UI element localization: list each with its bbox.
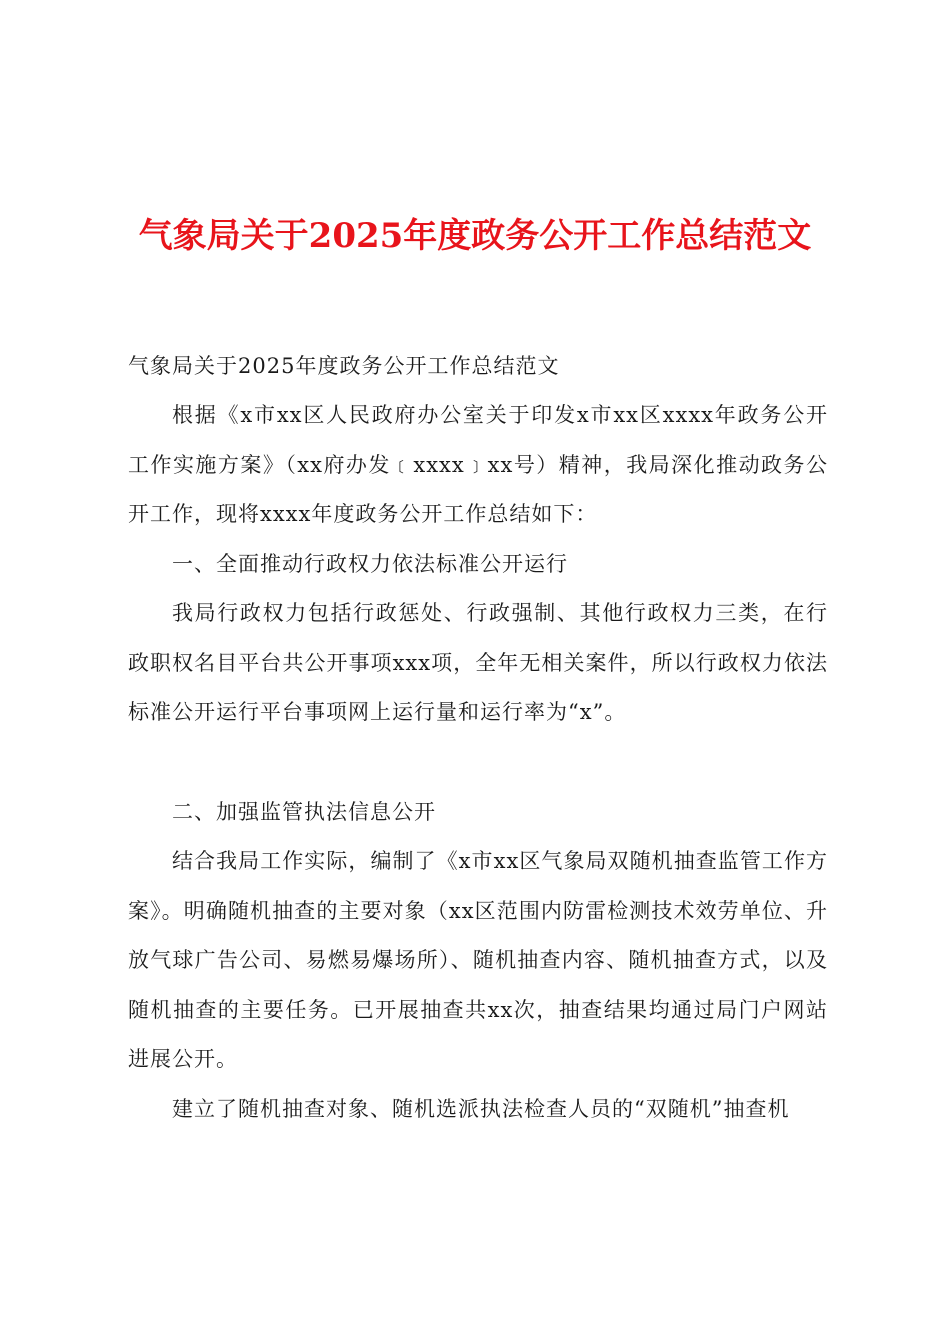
document-subtitle: 气象局关于2025年度政务公开工作总结范文: [128, 354, 560, 378]
paragraph-section-2: 结合我局工作实际，编制了《x市xx区气象局双随机抽查监管工作方案》。明确随机抽查的主要对象（xx区范围内防雷检测技术效劳单位、升放气球广告公司、易燃易爆场所）、随机抽查内容、随机抽查方式，以及随机抽查的主要任务。已开展抽查共xx次，抽查结果均通过局门户网站进展公开。: [128, 849, 828, 1071]
section-heading-2: 二、加强监管执法信息公开: [172, 800, 436, 824]
section-heading-1: 一、全面推动行政权力依法标准公开运行: [172, 552, 568, 576]
document-title: 气象局关于2025年度政务公开工作总结范文: [138, 216, 812, 256]
paragraph-section-3: 建立了随机抽查对象、随机选派执法检查人员的“双随机”抽查机: [172, 1097, 790, 1121]
paragraph-section-1: 我局行政权力包括行政惩处、行政强制、其他行政权力三类，在行政职权名目平台共公开事项xxx项，全年无相关案件，所以行政权力依法标准公开运行平台事项网上运行量和运行率为“x”。: [128, 601, 828, 724]
paragraph-intro: 根据《x市xx区人民政府办公室关于印发x市xx区xxxx年政务公开工作实施方案》（xx府办发﹝xxxx﹞xx号）精神，我局深化推动政务公开工作，现将xxxx年度政务公开工作总结如下：: [128, 403, 828, 526]
